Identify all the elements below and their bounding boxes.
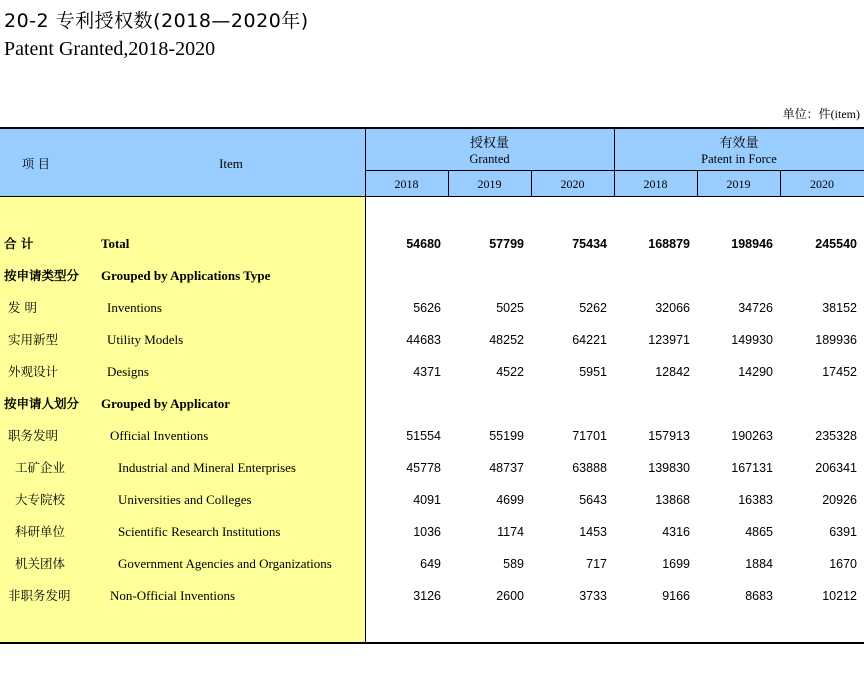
table-cell-value: 57799 xyxy=(489,237,524,251)
header-granted-en: Granted xyxy=(469,152,510,166)
table-cell-value: 51554 xyxy=(406,429,441,443)
header-force-en: Patent in Force xyxy=(701,152,777,166)
table-cell-value: 123971 xyxy=(648,333,690,347)
page-title-english: Patent Granted,2018-2020 xyxy=(4,38,216,60)
table-cell-value: 34726 xyxy=(738,301,773,315)
table-row xyxy=(0,586,864,606)
row-label-cn: 外观设计 xyxy=(8,364,59,379)
table-item-column-background xyxy=(0,197,365,642)
row-label-en: Industrial and Mineral Enterprises xyxy=(118,460,296,475)
header-year: 2020 xyxy=(810,177,834,191)
row-label-en: Designs xyxy=(107,364,149,379)
table-cell-value: 12842 xyxy=(655,365,690,379)
table-cell-value: 45778 xyxy=(406,461,441,475)
table-cell-value: 1453 xyxy=(579,525,607,539)
header-year: 2019 xyxy=(477,177,502,191)
row-label-en: Inventions xyxy=(107,300,162,315)
table-row xyxy=(0,298,864,318)
row-label-en: Scientific Research Institutions xyxy=(118,524,281,539)
table-cell-value: 167131 xyxy=(731,461,773,475)
header-item-cn: 项 目 xyxy=(22,157,50,171)
table-cell-value: 4371 xyxy=(413,365,441,379)
table-cell-value: 168879 xyxy=(648,237,690,251)
row-label-en: Grouped by Applications Type xyxy=(101,268,271,283)
table-cell-value: 6391 xyxy=(829,525,857,539)
table-row xyxy=(0,394,864,414)
table-cell-value: 189936 xyxy=(815,333,857,347)
table-cell-value: 157913 xyxy=(648,429,690,443)
table-cell-value: 149930 xyxy=(731,333,773,347)
table-cell-value: 63888 xyxy=(572,461,607,475)
header-year: 2018 xyxy=(394,177,419,191)
page-title-chinese: 20-2 专利授权数(2018—2020年) xyxy=(4,10,309,32)
table-cell-value: 71701 xyxy=(572,429,607,443)
table-cell-value: 10212 xyxy=(822,589,857,603)
table-cell-value: 48252 xyxy=(489,333,524,347)
table-cell-value: 48737 xyxy=(489,461,524,475)
table-header-rule xyxy=(0,196,864,197)
row-label-en: Utility Models xyxy=(107,332,184,347)
table-cell-value: 1884 xyxy=(745,557,773,571)
table-cell-value: 4316 xyxy=(662,525,690,539)
table-cell-value: 5025 xyxy=(496,301,524,315)
table-cell-value: 32066 xyxy=(655,301,690,315)
unit-label xyxy=(783,105,860,122)
table-row xyxy=(0,522,864,542)
table-cell-value: 4699 xyxy=(496,493,524,507)
table-cell-value: 3126 xyxy=(413,589,441,603)
header-year: 2019 xyxy=(726,177,751,191)
table-cell-value: 2600 xyxy=(496,589,524,603)
table-cell-value: 20926 xyxy=(822,493,857,507)
table-cell-value: 206341 xyxy=(815,461,857,475)
row-label-cn: 职务发明 xyxy=(8,428,59,443)
table-top-rule xyxy=(0,127,864,129)
table-bottom-rule xyxy=(0,642,864,644)
table-cell-value: 55199 xyxy=(489,429,524,443)
header-granted-cn: 授权量 xyxy=(469,136,509,151)
table-cell-value: 4522 xyxy=(496,365,524,379)
table-cell-value: 198946 xyxy=(731,237,773,251)
table-cell-value: 139830 xyxy=(648,461,690,475)
header-item-en: Item xyxy=(219,156,243,171)
table-cell-value: 245540 xyxy=(815,237,857,251)
row-label-cn: 机关团体 xyxy=(15,556,66,571)
table-cell-value: 5951 xyxy=(579,365,607,379)
table-cell-value: 649 xyxy=(420,557,441,571)
table-row xyxy=(0,490,864,510)
year-header-rule xyxy=(365,170,864,171)
table-cell-value: 1699 xyxy=(662,557,690,571)
row-label-cn: 按申请类型分 xyxy=(4,268,80,283)
table-row xyxy=(0,362,864,382)
table-cell-value: 3733 xyxy=(579,589,607,603)
row-label-cn: 非职务发明 xyxy=(8,588,71,603)
row-label-cn: 按申请人划分 xyxy=(4,396,80,411)
table-cell-value: 717 xyxy=(586,557,607,571)
table-cell-value: 4865 xyxy=(745,525,773,539)
table-cell-value: 1174 xyxy=(497,525,524,539)
table-row xyxy=(0,234,864,254)
table-row xyxy=(0,458,864,478)
table-cell-value: 14290 xyxy=(738,365,773,379)
row-label-cn: 合 计 xyxy=(4,236,34,251)
table-cell-value: 4091 xyxy=(413,493,441,507)
row-label-cn: 发 明 xyxy=(8,300,37,315)
table-cell-value: 5643 xyxy=(579,493,607,507)
header-year: 2020 xyxy=(560,177,585,191)
table-cell-value: 64221 xyxy=(572,333,607,347)
table-cell-value: 17452 xyxy=(822,365,857,379)
table-cell-value: 13868 xyxy=(655,493,690,507)
row-label-en: Official Inventions xyxy=(110,428,209,443)
table-cell-value: 38152 xyxy=(822,301,857,315)
table-cell-value: 9166 xyxy=(662,589,690,603)
row-label-en: Total xyxy=(101,236,130,251)
unit-label-cn: 单位：件 xyxy=(782,107,831,121)
table-row xyxy=(0,426,864,446)
row-label-en: Universities and Colleges xyxy=(118,492,252,507)
header-year: 2018 xyxy=(643,177,668,191)
table-cell-value: 190263 xyxy=(731,429,773,443)
unit-label-en: (item) xyxy=(830,107,860,121)
table-cell-value: 8683 xyxy=(745,589,773,603)
row-label-cn: 科研单位 xyxy=(15,524,66,539)
table-cell-value: 589 xyxy=(503,557,524,571)
table-cell-value: 1036 xyxy=(413,525,441,539)
table-cell-value: 75434 xyxy=(572,237,607,251)
table-cell-value: 44683 xyxy=(406,333,441,347)
table-cell-value: 235328 xyxy=(815,429,857,443)
table-cell-value: 54680 xyxy=(406,237,441,251)
table-row xyxy=(0,554,864,574)
row-label-cn: 工矿企业 xyxy=(15,460,66,475)
table-row xyxy=(0,266,864,286)
header-force-cn: 有效量 xyxy=(719,136,759,151)
table-cell-value: 16383 xyxy=(738,493,773,507)
row-label-en: Government Agencies and Organizations xyxy=(118,556,332,571)
table-row xyxy=(0,330,864,350)
table-cell-value: 5626 xyxy=(413,301,441,315)
row-label-en: Non-Official Inventions xyxy=(110,588,236,603)
table-cell-value: 5262 xyxy=(579,301,607,315)
row-label-cn: 实用新型 xyxy=(8,332,59,347)
row-label-en: Grouped by Applicator xyxy=(101,396,231,411)
row-label-cn: 大专院校 xyxy=(15,492,66,507)
table-cell-value: 1670 xyxy=(829,557,857,571)
